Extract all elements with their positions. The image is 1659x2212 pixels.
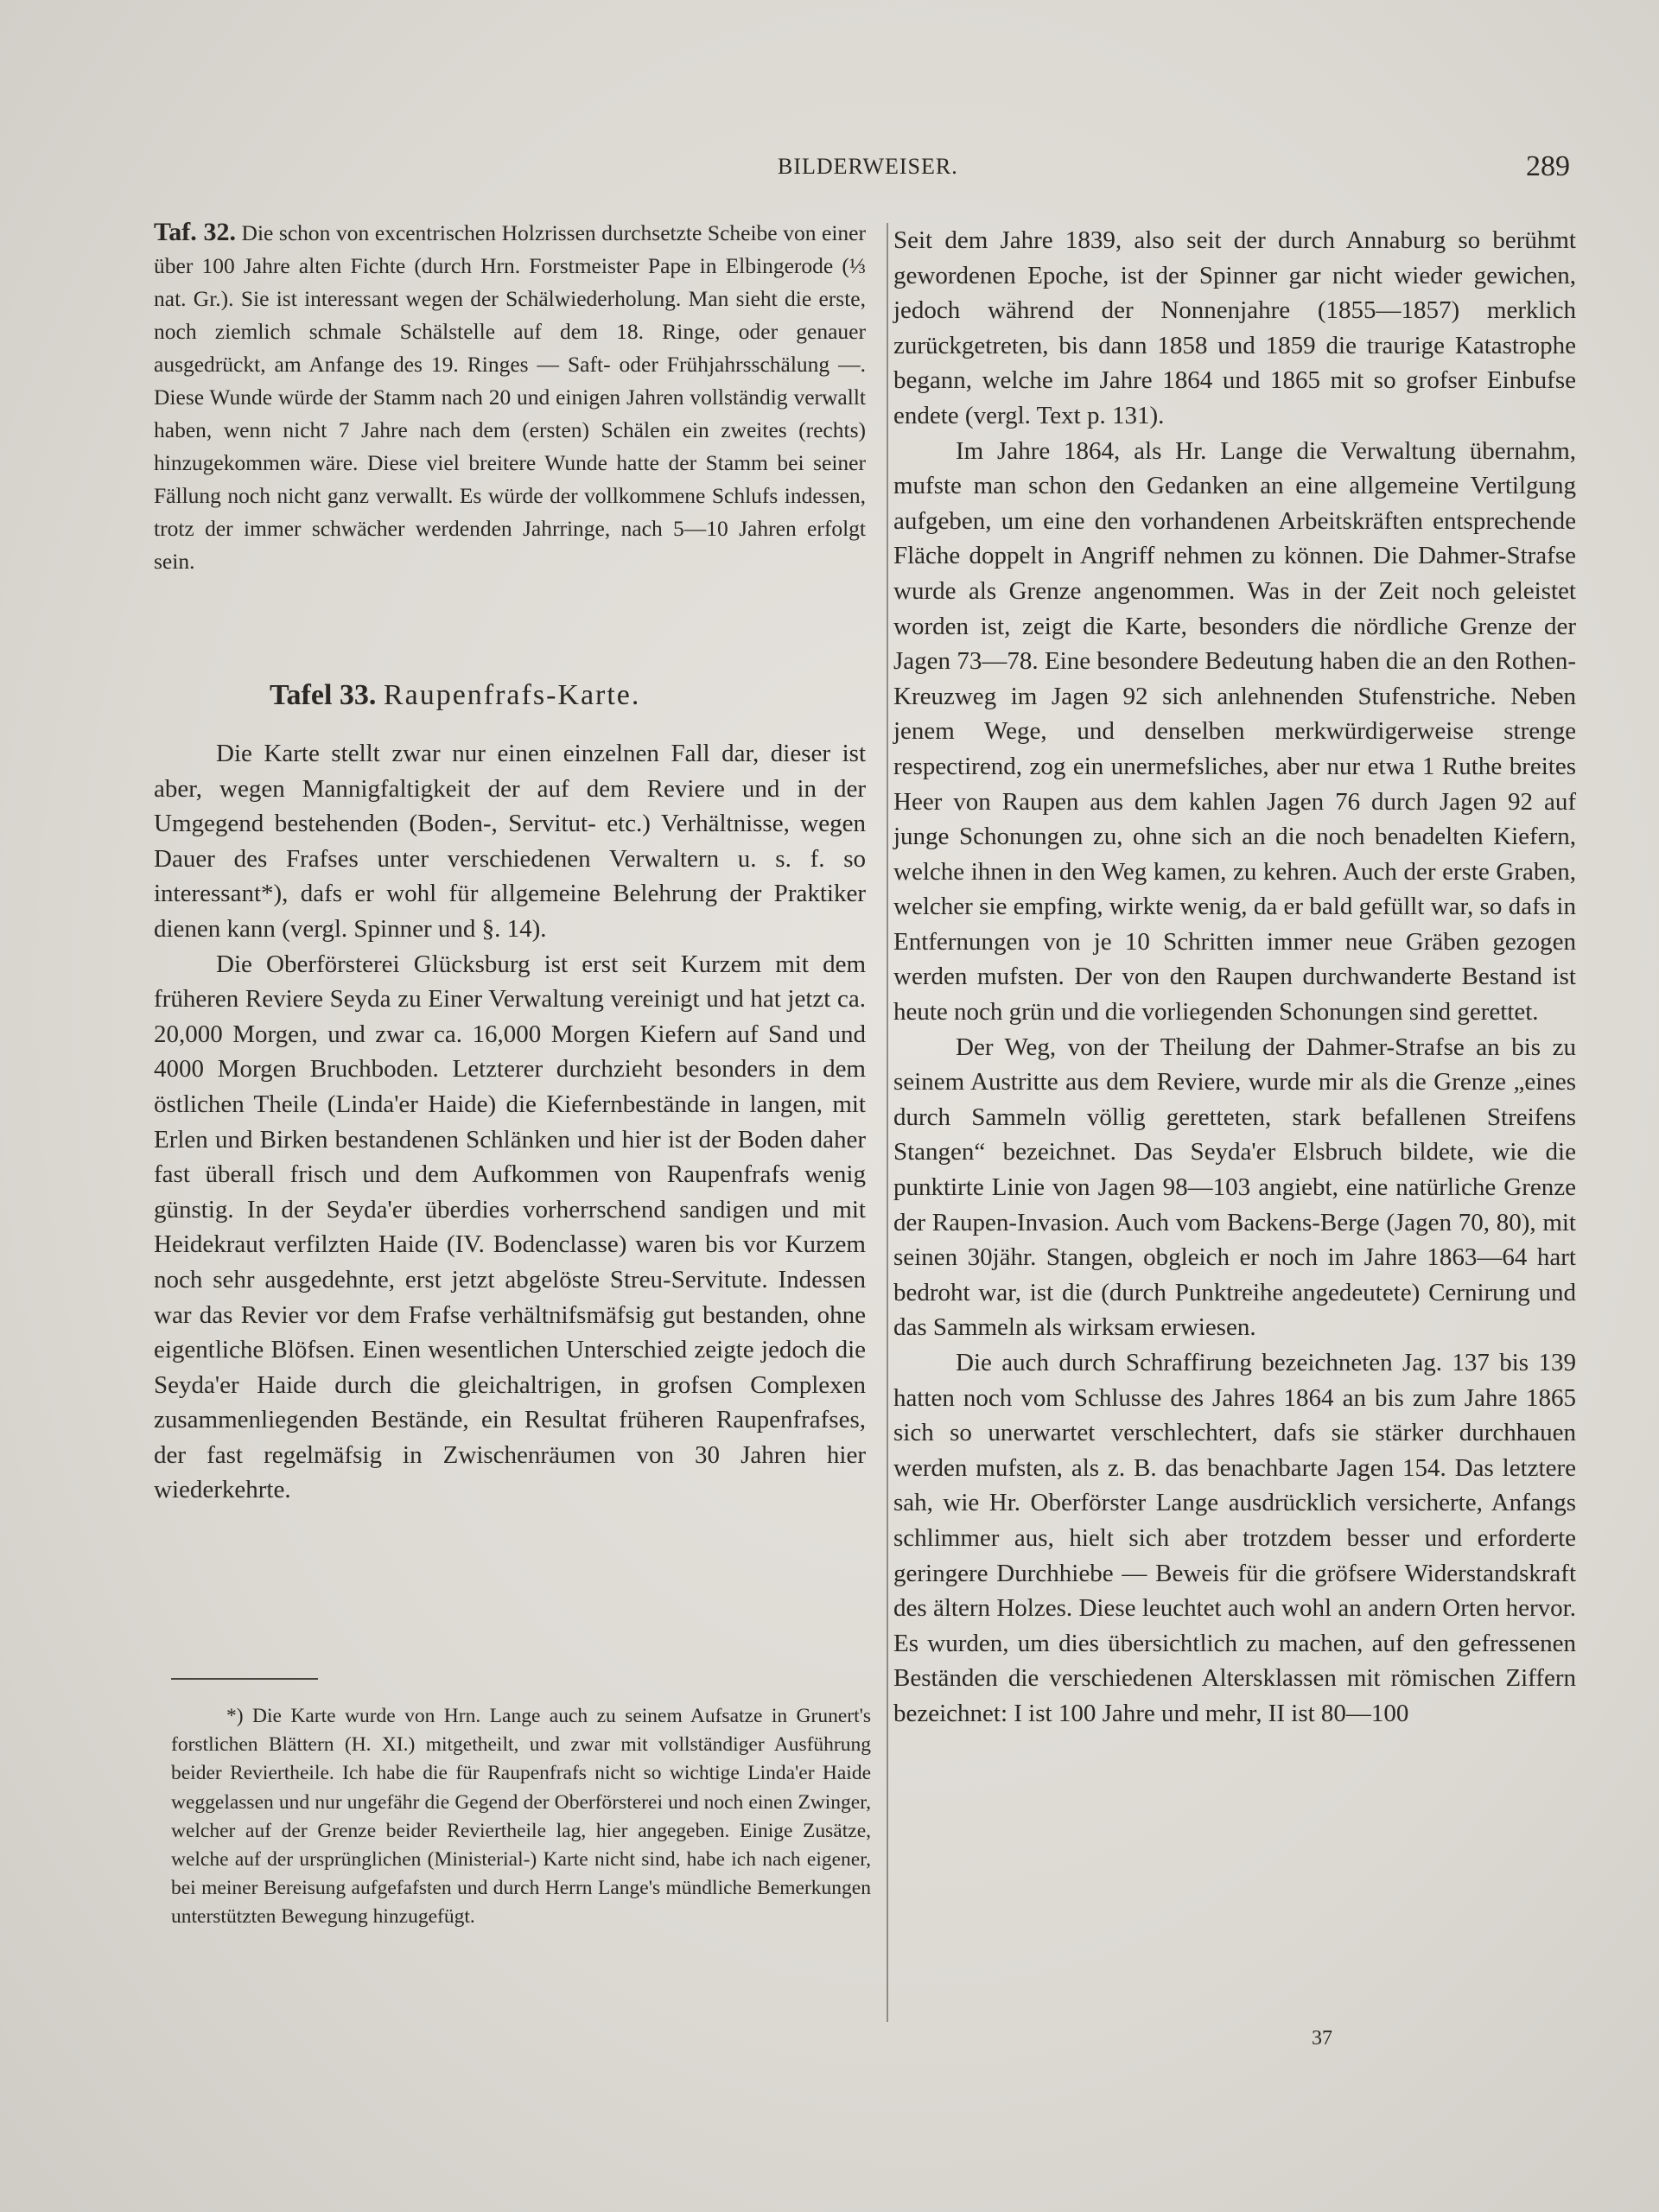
page-number: 289 bbox=[1526, 150, 1570, 182]
signature-mark: 37 bbox=[1312, 2027, 1332, 2050]
left-paragraph: Die Karte stellt zwar nur einen einzelnen Fall dar, dieser ist aber, wegen Mannigfaltigkeit der auf dem Reviere und in der Umgegend bestehenden (Boden-, Servitut- etc.) Verhältnisse, wegen Dauer des Frafses unter verschiedenen Verwaltern u. s. f. so interessant*), dafs er wohl für allgemeine Belehrung der Praktiker dienen kann (vergl. Spinner und §. 14). bbox=[154, 740, 866, 943]
tafel33-number: Tafel 33. bbox=[270, 679, 377, 711]
running-title: BILDERWEISER. bbox=[778, 154, 958, 179]
left-paragraph: Die Oberförsterei Glücksburg ist erst seit Kurzem mit dem früheren Reviere Seyda zu Einer Verwaltung vereinigt und hat jetzt ca. 20,000 Morgen, und zwar ca. 16,000 Morgen Kiefern auf Sand und 4000 Morgen Bruchboden. Letzterer durchzieht besonders in dem östlichen Theile (Linda'er Haide) die Kiefernbestände in langen, mit Erlen und Birken bestandenen Schlänken und hier ist der Boden daher fast überall frisch und dem Aufkommen von Raupenfrafs wenig günstig. In der Seyda'er überdies vorherrschend sandigen und mit Heidekraut verfilzten Haide (IV. Bodenclasse) waren bis vor Kurzem noch sehr ausgedehnte, erst jetzt abgelöste Streu-Servitute. Indessen war das Revier vor dem Frafse verhältnifsmäfsig gut bestanden, ohne eigentliche Blöfsen. Einen wesentlichen Unterschied zeigte jedoch die Seyda'er Haide durch die gleichaltrigen, in grofsen Complexen zusammenliegenden Bestände, ein Resultat früheren Raupenfrafses, der fast regelmäfsig in Zwischenräumen von 30 Jahren hier wiederkehrte. bbox=[154, 950, 866, 1504]
right-body-text bbox=[893, 223, 1576, 1732]
tafel33-heading bbox=[270, 679, 640, 712]
right-paragraph: Der Weg, von der Theilung der Dahmer-Strafse an bis zu seinem Austritte aus dem Reviere, wurde mir als die Grenze „eines durch Sammeln völlig geretteten, stark befallenen Streifens Stangen“ bezeichnet. Das Seyda'er Elsbruch bildete, wie die punktirte Linie von Jagen 98—103 angiebt, eine natürliche Grenze der Raupen-Invasion. Auch vom Backens-Berge (Jagen 70, 80), mit seinen 30jähr. Stangen, obgleich er noch im Jahre 1863—64 hart bedroht war, ist die (durch Punktreihe angedeutete) Cernirung und das Sammeln als wirksam erwiesen. bbox=[893, 1033, 1576, 1342]
column-divider bbox=[887, 223, 888, 2022]
right-paragraph: Im Jahre 1864, als Hr. Lange die Verwaltung übernahm, mufste man schon den Gedanken an eine allgemeine Vertilgung aufgeben, um eine den vorhandenen Arbeitskräften entsprechende Fläche doppelt in Angriff nehmen zu können. Die Dahmer-Strafse wurde als Grenze angenommen. Was in der Zeit noch geleistet worden ist, zeigt die Karte, besonders die nördliche Grenze der Jagen 73—78. Eine besondere Bedeutung haben die an den Rothen-Kreuzweg im Jagen 92 sich anlehnenden Stufenstriche. Neben jenem Wege, und denselben merkwürdigerweise strenge respectirend, zog ein unermefsliches, aber nur etwa 1 Ruthe breites Heer von Raupen aus dem kahlen Jagen 76 durch Jagen 92 auf junge Schonungen zu, ohne sich an die noch benadelten Kiefern, welche ihnen in den Weg kamen, zu kehren. Auch der erste Graben, welcher sie empfing, wirkte wenig, da er bald gefüllt war, so dafs in Entfernungen von je 10 Schritten immer neue Gräben gezogen werden mufsten. Der von den Raupen durchwanderte Bestand ist heute noch grün und die vorliegenden Schonungen sind gerettet. bbox=[893, 436, 1576, 1027]
right-paragraph: Seit dem Jahre 1839, also seit der durch Annaburg so berühmt gewordenen Epoche, ist der Spinner gar nicht wieder gewichen, jedoch während der Nonnenjahre (1855—1857) merklich zurückgetreten, bis dann 1858 und 1859 die traurige Katastrophe begann, welche im Jahre 1864 und 1865 mit so grofser Einbufse endete (vergl. Text p. 131). bbox=[893, 226, 1576, 429]
footnote: *) Die Karte wurde von Hrn. Lange auch zu seinem Aufsatze in Grunert's forstlichen Blättern (H. XI.) mitgetheilt, und zwar mit vollständiger Ausführung beider Reviertheile. Ich habe die für Raupenfrafs nicht so wichtige Linda'er Haide weggelassen und nur ungefähr die Gegend der Oberförsterei und noch einen Zwinger, welcher auf der Grenze beider Reviertheile lag, hier angegeben. Einige Zusätze, welche auf der ursprünglichen (Ministerial-) Karte nicht sind, habe ich nach eigener, bei meiner Bereisung aufgefafsten und durch Herrn Lange's mündliche Bemerkungen unterstützten Bewegung hinzugefügt. bbox=[171, 1705, 871, 1929]
tafel33-subtitle: Raupenfrafs-Karte. bbox=[383, 679, 641, 711]
taf32-paragraph bbox=[154, 216, 866, 578]
left-body-text bbox=[154, 736, 866, 1508]
taf32-lead: Taf. 32. bbox=[154, 218, 236, 246]
right-paragraph: Die auch durch Schraffirung bezeichneten Jag. 137 bis 139 hatten noch vom Schlusse des Jahres 1864 an bis zum Jahre 1865 sich so unerwartet verschlechtert, dafs sie stärker durchhauen werden mufsten, als z. B. das benachbarte Jagen 154. Das letztere sah, wie Hr. Oberförster Lange ausdrücklich versicherte, Anfangs schlimmer aus, hielt sich aber trotzdem besser und erforderte geringere Durchhiebe — Beweis für die gröfsere Widerstandskraft des ältern Holzes. Diese leuchtet auch wohl an andern Orten hervor. Es wurden, um dies übersichtlich zu machen, auf den gefressenen Beständen die verschiedenen Altersklassen mit römischen Ziffern bezeichnet: I ist 100 Jahre und mehr, II ist 80—100 bbox=[893, 1349, 1576, 1727]
taf32-text: Die schon von excentrischen Holzrissen durchsetzte Scheibe von einer über 100 Jahre alten Fichte (durch Hrn. Forstmeister Pape in Elbingerode (⅓ nat. Gr.). Sie ist interessant wegen der Schälwiederholung. Man sieht die erste, noch ziemlich schmale Schälstelle auf dem 18. Ringe, oder genauer ausgedrückt, am Anfange des 19. Ringes — Saft- oder Frühjahrsschälung —. Diese Wunde würde der Stamm nach 20 und einigen Jahren vollständig verwallt haben, wenn nicht 7 Jahre nach dem (ersten) Schälen ein zweites (rechts) hinzugekommen wäre. Diese viel breitere Wunde hatte der Stamm bei seiner Fällung noch nicht ganz verwallt. Es würde der vollkommene Schlufs indessen, trotz der immer schwächer werdenden Jahrringe, nach 5—10 Jahren erfolgt sein. bbox=[154, 220, 866, 574]
footnote-divider bbox=[171, 1678, 318, 1680]
